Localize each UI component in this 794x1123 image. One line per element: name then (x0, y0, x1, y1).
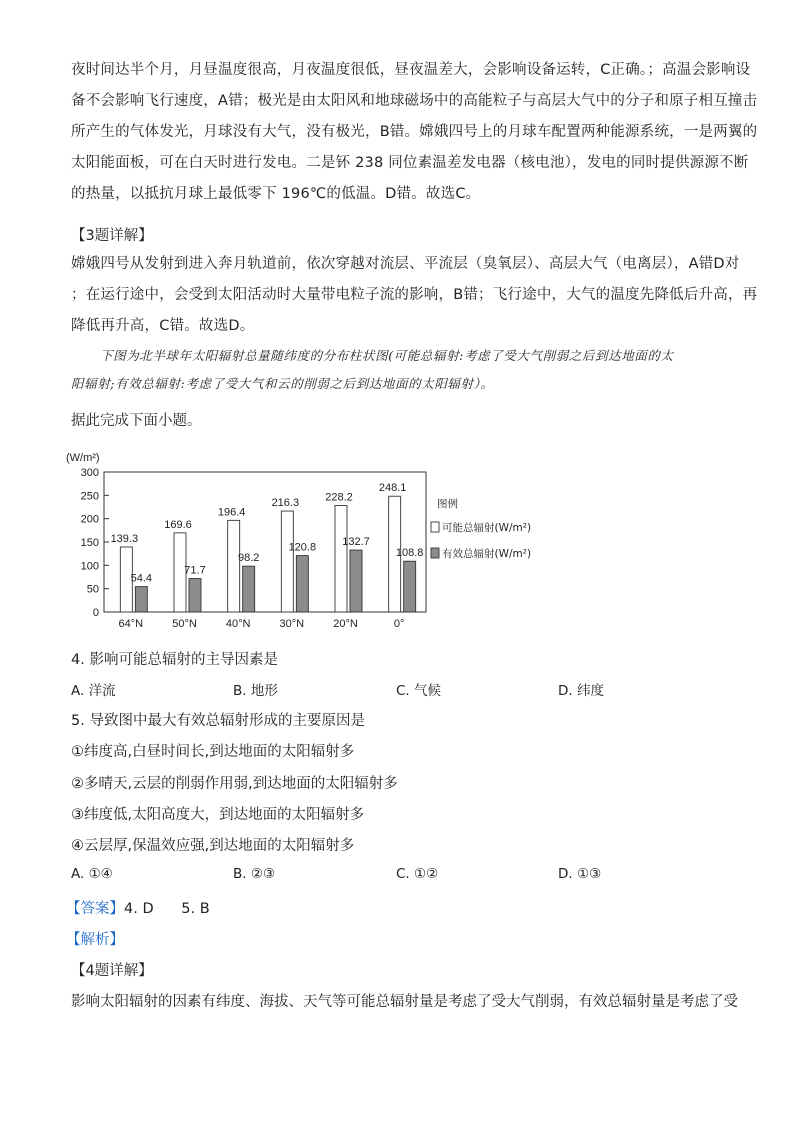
y-tick-label: 300 (80, 467, 99, 479)
bottom-line: 影响太阳辐射的因素有纬度、海拔、天气等可能总辐射量是考虑了受大气削弱，有效总辐射量是考虑了受 (71, 994, 738, 1010)
text-line: 夜时间达半个月，月昼温度很高，月夜温度很低，昼夜温差大，会影响设备运转，C正确。；高温会影响设 (71, 62, 751, 78)
bar-possible-radiation (228, 520, 240, 612)
q4-option-d[interactable]: D. 纬度 (558, 683, 604, 699)
legend-title: 图例 (437, 498, 458, 510)
plot-frame (104, 472, 426, 612)
section4-heading: 【4题详解】 (71, 963, 153, 979)
data-label-possible: 196.4 (217, 506, 246, 519)
q4-options (71, 679, 731, 703)
x-tick-label: 0° (393, 618, 405, 630)
bar-effective-radiation (243, 566, 255, 612)
data-label-effective: 54.4 (130, 572, 153, 585)
bar-effective-radiation (135, 587, 147, 612)
bar-effective-radiation (296, 556, 308, 612)
section3-heading: 【3题详解】 (71, 228, 153, 244)
bar-effective-radiation (350, 550, 362, 612)
y-tick-label: 250 (80, 490, 99, 503)
y-tick-label: 150 (80, 537, 99, 549)
text-line: 嫦娥四号从发射到进入奔月轨道前，依次穿越对流层、平流层（臭氧层）、高层大气（电离层），A错D对 (71, 256, 740, 272)
data-label-effective: 71.7 (184, 564, 206, 577)
text-line: 降低再升高，C错。故选D。 (71, 318, 255, 334)
data-label-possible: 228.2 (325, 491, 353, 504)
data-label-effective: 98.2 (237, 552, 260, 565)
data-label-possible: 169.6 (164, 518, 192, 531)
q5-statement-1: ①纬度高,白昼时间长,到达地面的太阳辐射多 (71, 744, 355, 760)
top-paragraph (71, 55, 758, 210)
x-tick-label: 30°N (279, 618, 305, 630)
chart-svg (64, 450, 544, 635)
x-tick-label: 64°N (118, 618, 144, 630)
intro-line: 下图为北半球年太阳辐射总量随纬度的分布柱状图(可能总辐射:考虑了受大气削弱之后到达地面的太 (100, 348, 674, 363)
answer-label: 【答案】 (66, 901, 124, 917)
data-label-possible: 139.3 (110, 532, 139, 545)
q5-option-d[interactable]: D. ①③ (558, 866, 602, 882)
radiation-bar-chart (64, 450, 544, 635)
x-tick-label: 40°N (225, 618, 251, 630)
answer-text: 4. D 5. B (124, 901, 210, 917)
analysis-label: 【解析】 (66, 932, 124, 948)
q5-statement-2: ②多晴天,云层的削弱作用弱,到达地面的太阳辐射多 (71, 776, 398, 792)
legend-entry: 可能总辐射(W/m²) (442, 522, 532, 534)
y-unit-label: (W/m²) (66, 452, 100, 464)
q4-stem: 4. 影响可能总辐射的主导因素是 (71, 652, 278, 668)
chart-intro (71, 342, 730, 398)
x-tick-label: 20°N (333, 618, 358, 630)
bar-effective-radiation (189, 579, 201, 612)
data-label-effective: 120.8 (288, 541, 317, 554)
section3-paragraph (71, 249, 758, 342)
q5-stem: 5. 导致图中最大有效总辐射形成的主要原因是 (71, 713, 365, 729)
legend-swatch (431, 548, 439, 558)
legend-swatch (431, 522, 439, 532)
intro-line: 阳辐射;有效总辐射:考虑了受大气和云的削弱之后到达地面的太阳辐射）。 (71, 376, 494, 391)
data-label-effective: 108.8 (395, 547, 424, 560)
text-line: 太阳能面板，可在白天时进行发电。二是钚 238 同位素温差发电器（核电池），发电的同时提供源源不断 (71, 155, 749, 171)
q4-option-a[interactable]: A. 洋流 (71, 683, 116, 699)
q4-option-b[interactable]: B. 地形 (233, 683, 278, 699)
q5-option-b[interactable]: B. ②③ (233, 866, 276, 882)
data-label-possible: 248.1 (378, 482, 407, 495)
q5-options (71, 866, 731, 890)
bar-possible-radiation (281, 511, 293, 612)
q5-option-c[interactable]: C. ①② (396, 866, 439, 882)
q5-option-a[interactable]: A. ①④ (71, 866, 113, 882)
text-line: 的热量，以抵抗月球上最低零下 196℃的低温。D错。故选C。 (71, 186, 481, 202)
instruction: 据此完成下面小题。 (71, 413, 202, 429)
legend-entry: 有效总辐射(W/m²) (442, 548, 532, 560)
y-tick-label: 0 (92, 607, 99, 619)
y-tick-label: 200 (80, 513, 99, 526)
text-line: ；在运行途中，会受到太阳活动时大量带电粒子流的影响，B错；飞行途中，大气的温度先降低后升高，再 (71, 287, 758, 303)
bar-possible-radiation (335, 506, 347, 612)
text-line: 备不会影响飞行速度，A错；极光是由太阳风和地球磁场中的高能粒子与高层大气中的分子和原子相互撞击 (71, 93, 758, 109)
data-label-effective: 132.7 (342, 536, 370, 549)
bar-effective-radiation (404, 561, 416, 612)
y-tick-label: 100 (80, 560, 99, 573)
text-line: 所产生的气体发光，月球没有大气，没有极光，B错。嫦娥四号上的月球车配置两种能源系统，一是两翼的 (71, 124, 758, 140)
q5-statement-4: ④云层厚,保温效应强,到达地面的太阳辐射多 (71, 838, 355, 854)
q4-option-c[interactable]: C. 气候 (396, 683, 442, 699)
y-tick-label: 50 (86, 583, 99, 596)
answer-line (66, 897, 210, 921)
data-label-possible: 216.3 (271, 497, 300, 510)
q5-statement-3: ③纬度低,太阳高度大，到达地面的太阳辐射多 (71, 807, 365, 823)
x-tick-label: 50°N (172, 618, 197, 630)
